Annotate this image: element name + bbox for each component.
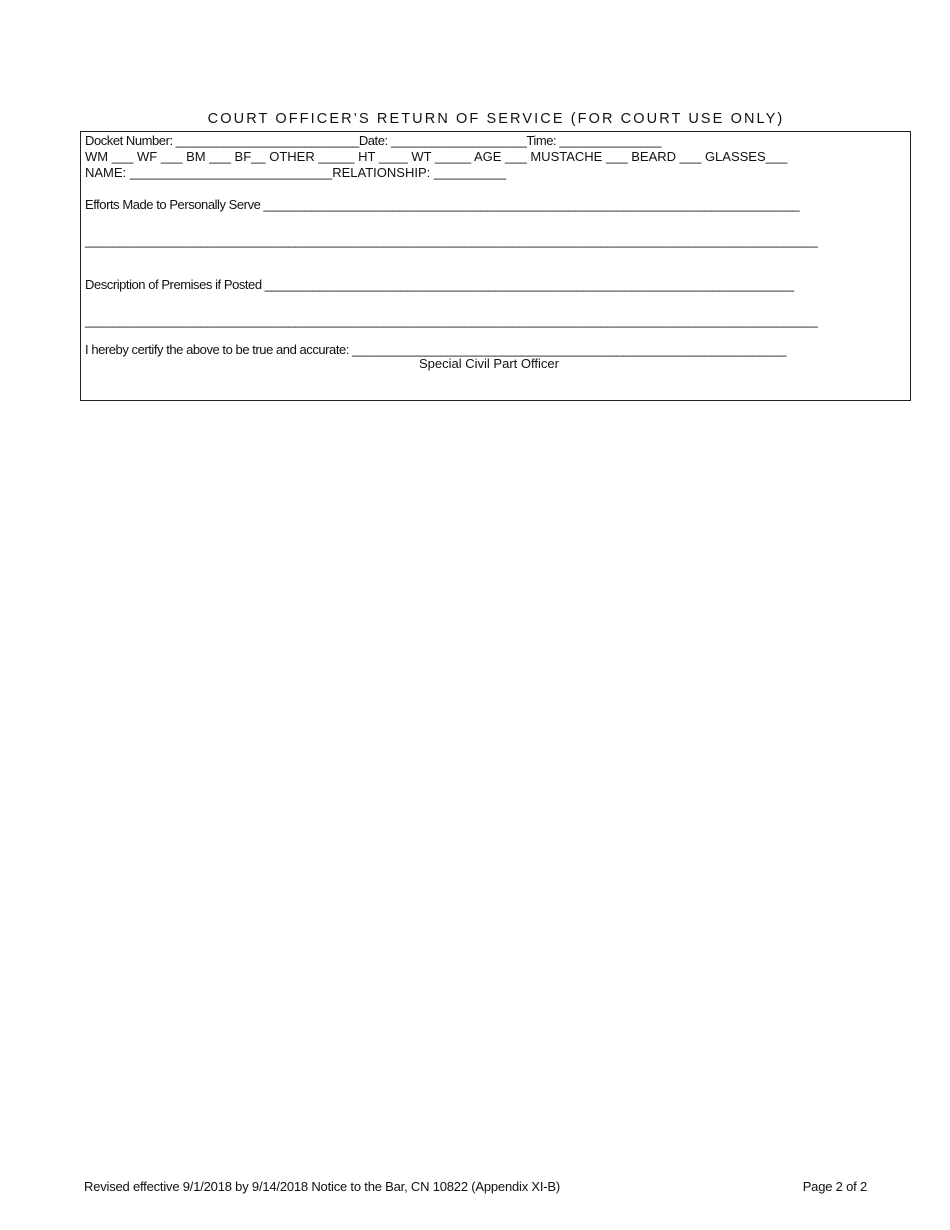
- signature-label: Special Civil Part Officer: [419, 356, 559, 371]
- premises-continuation-line: ____________________________________________________________________________________________________________: [85, 313, 818, 328]
- certify-line: I hereby certify the above to be true and accurate: ________________________________________________________________: [85, 342, 787, 357]
- name-line: NAME: ____________________________RELATIONSHIP: __________: [85, 165, 507, 180]
- efforts-continuation-line: ____________________________________________________________________________________________________________: [85, 233, 818, 248]
- return-of-service-box: [80, 131, 911, 401]
- page-number: Page 2 of 2: [802, 1179, 867, 1194]
- revision-footer: Revised effective 9/1/2018 by 9/14/2018 Notice to the Bar, CN 10822 (Appendix XI-B): [84, 1179, 561, 1194]
- docket-line: Docket Number: ___________________________Date: ____________________Time: _______________: [85, 133, 662, 148]
- form-title: COURT OFFICER’S RETURN OF SERVICE (FOR COURT USE ONLY): [207, 111, 785, 127]
- premises-line: Description of Premises if Posted ______________________________________________________________________________: [85, 277, 794, 292]
- efforts-line: Efforts Made to Personally Serve _______________________________________________________________________________: [85, 197, 800, 212]
- descriptor-line: WM ___ WF ___ BM ___ BF__ OTHER _____ HT ____ WT _____ AGE ___ MUSTACHE ___ BEARD ___ GLASSES___: [85, 149, 788, 164]
